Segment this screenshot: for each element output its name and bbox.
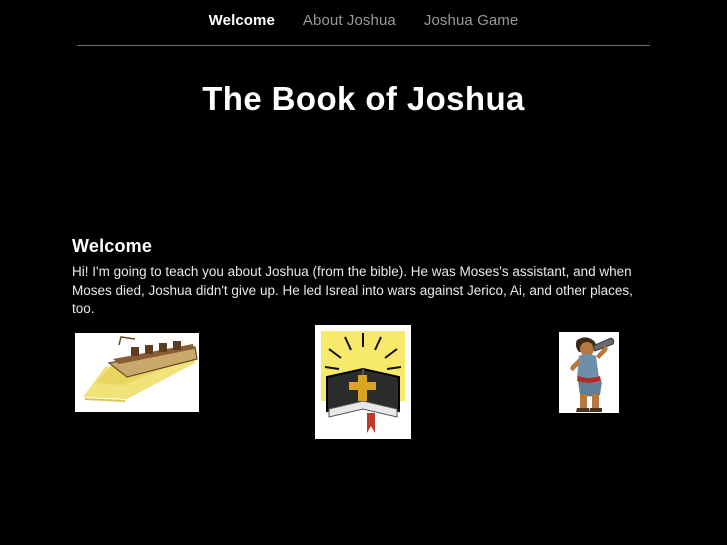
ark-boat-illustration [75, 333, 199, 412]
nav-item-welcome[interactable]: Welcome [208, 12, 275, 29]
page-title: The Book of Joshua [202, 80, 525, 118]
main-content [72, 236, 644, 319]
open-bible-illustration [315, 325, 411, 439]
main-navigation [77, 10, 650, 46]
nav-item-joshua-game[interactable]: Joshua Game [423, 12, 519, 29]
man-blowing-horn-illustration [559, 332, 619, 413]
illustration-row [72, 325, 652, 445]
section-heading-welcome: Welcome [72, 236, 153, 256]
nav-item-about-joshua[interactable]: About Joshua [302, 12, 396, 29]
welcome-paragraph: Hi! I'm going to teach you about Joshua (from the bible). He was Moses's assistant, and when Moses died, Joshua didn't give up. He led Isreal into wars against Jerico, Ai, and other places, too. [72, 264, 633, 316]
